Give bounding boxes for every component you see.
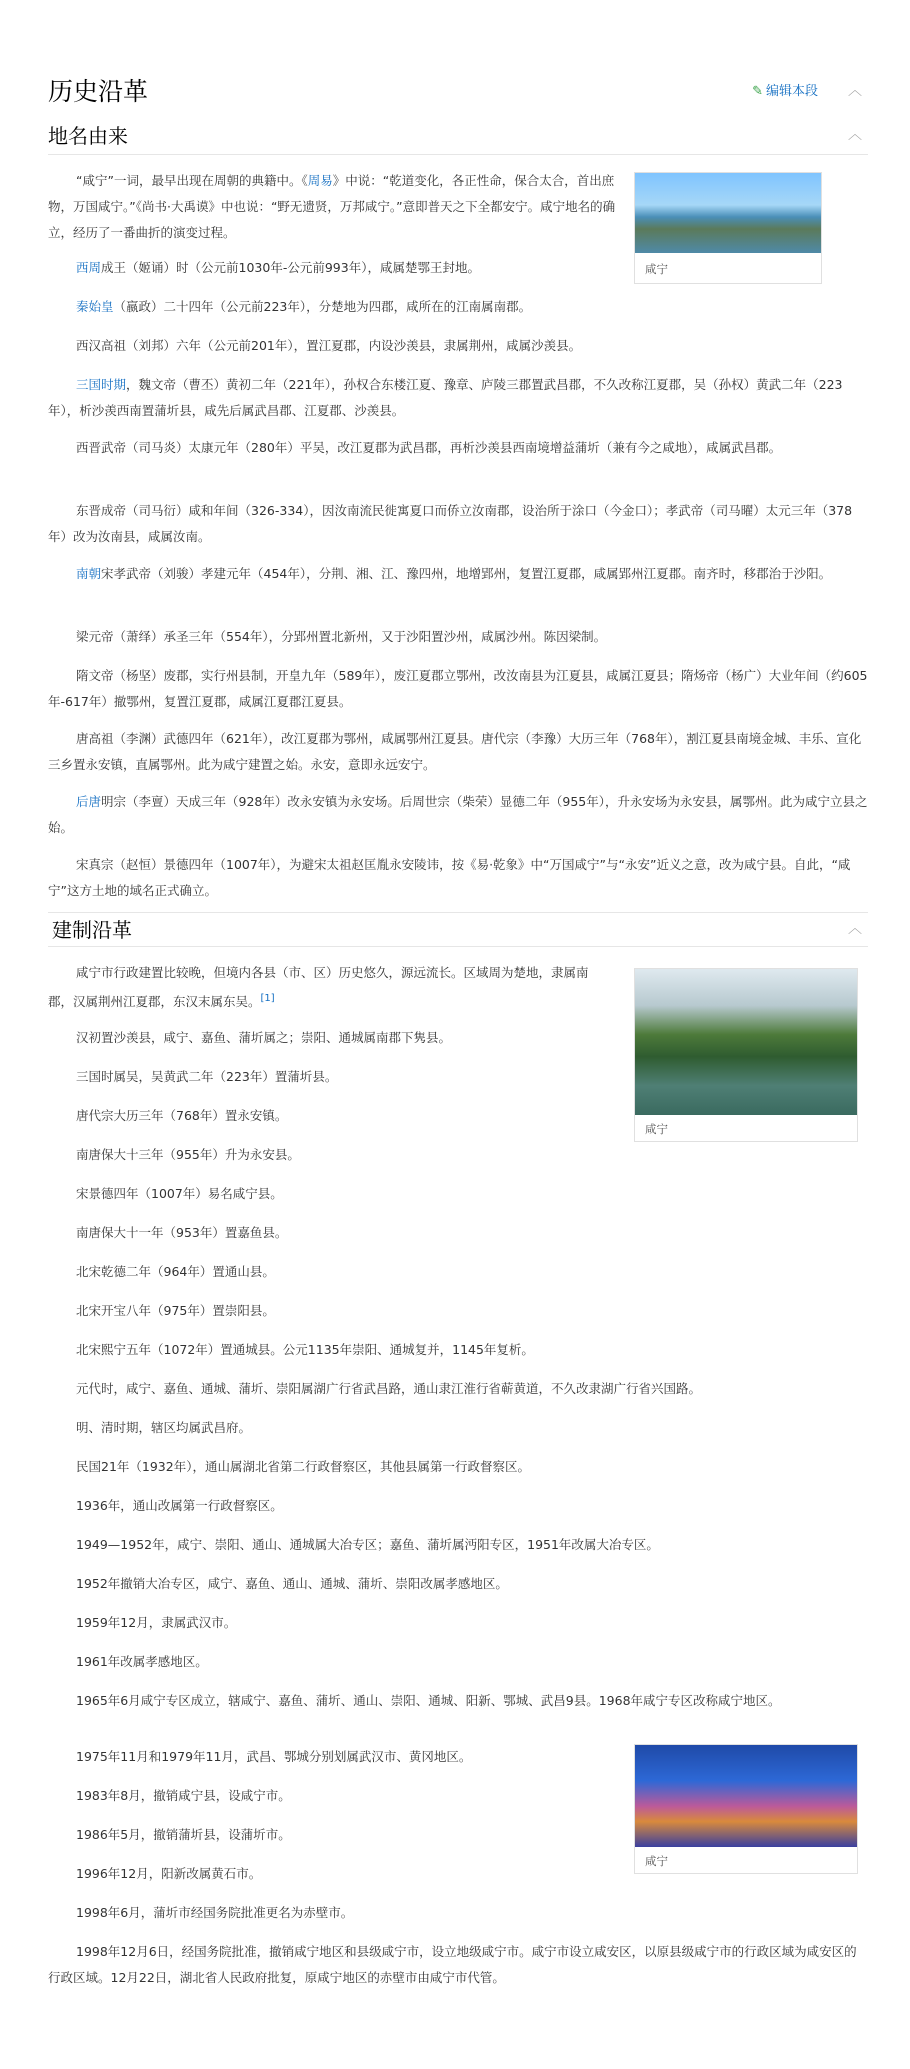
list-item: 民国21年（1932年），通山属湖北省第二行政督察区，其他县属第一行政督察区。 [76, 1459, 530, 1474]
list-item: 明、清时期，辖区均属武昌府。 [76, 1420, 252, 1435]
pencil-icon: ✎ [752, 84, 763, 99]
section-title-history: 历史沿革 [48, 77, 149, 106]
paragraph: 1998年12月6日，经国务院批准，撤销咸宁地区和县级咸宁市，设立地级咸宁市。咸宁市设立咸安区，以原县级咸宁市的行政区域为咸安区的行政区域。12月22日，湖北省人民政府批复，原咸宁地区的赤壁市由咸宁市代管。 [48, 1944, 857, 1985]
list-item: 南唐保大十一年（953年）置嘉鱼县。 [76, 1225, 288, 1240]
link-houtang[interactable]: 后唐 [76, 794, 102, 809]
town-photo [635, 969, 857, 1115]
figure-xianning-town[interactable] [634, 968, 858, 1142]
list-item: 1996年12月，阳新改属黄石市。 [76, 1866, 262, 1881]
list-item: 1959年12月，隶属武汉市。 [76, 1615, 237, 1630]
list-item: 1952年撤销大冶专区，咸宁、嘉鱼、通山、通城、蒲圻、崇阳改属孝感地区。 [76, 1576, 508, 1591]
list-item: 1961年改属孝感地区。 [76, 1654, 208, 1669]
paragraph: 唐高祖（李渊）武德四年（621年），改江夏郡为鄂州，咸属鄂州江夏县。唐代宗（李豫）大历三年（768年），割江夏县南境金城、丰乐、宣化三乡置永安镇，直属鄂州。此为咸宁建置之始。永安，意即永远安宁。 [48, 731, 862, 772]
paragraph: 三国时期，魏文帝（曹丕）黄初二年（221年），孙权合东楼江夏、豫章、庐陵三郡置武昌郡，不久改称江夏郡，吴（孙权）黄武二年（223年），析沙羡西南置蒲圻县，咸先后属武昌郡、江夏郡、沙羡县。 [48, 377, 843, 418]
list-item: 1936年，通山改属第一行政督察区。 [76, 1498, 283, 1513]
link-xizhou[interactable]: 西周 [76, 260, 102, 275]
paragraph: 东晋成帝（司马衍）咸和年间（326-334），因汝南流民徙寓夏口而侨立汝南郡，设治所于涂口（今金口）；孝武帝（司马曜）太元三年（378年）改为汝南县，咸属汝南。 [48, 503, 853, 544]
list-item: 1965年6月咸宁专区成立，辖咸宁、嘉鱼、蒲圻、通山、崇阳、通城、阳新、鄂城、武昌9县。1968年咸宁专区改称咸宁地区。 [76, 1693, 781, 1708]
reference-link[interactable]: [1] [260, 993, 275, 1004]
list-item: 三国时属吴，吴黄武二年（223年）置蒲圻县。 [76, 1069, 338, 1084]
subsection-title-establishment: 建制沿革 [52, 918, 132, 942]
list-item: 宋景德四年（1007年）易名咸宁县。 [76, 1186, 283, 1201]
list-item: 1983年8月，撤销咸宁县，设咸宁市。 [76, 1788, 291, 1803]
paragraph: 西汉高祖（刘邦）六年（公元前201年），置江夏郡，内设沙羡县，隶属荆州，咸属沙羡县。 [76, 338, 582, 353]
collapse-icon[interactable]: ︿ [848, 921, 862, 937]
city-photo [635, 173, 821, 253]
paragraph: “咸宁”一词，最早出现在周朝的典籍中。《周易》中说：“乾道变化，各正性命，保合太合，首出庶物，万国咸宁。”《尚书·大禹谟》中也说：“野无遗贤，万邦咸宁。”意即普天之下全都安宁。咸宁地名的确立，经历了一番曲折的演变过程。 [48, 173, 616, 240]
paragraph: 后唐明宗（李亶）天成三年（928年）改永安镇为永安场。后周世宗（柴荣）显德二年（955年），升永安场为永安县，属鄂州。此为咸宁立县之始。 [48, 794, 868, 835]
paragraph: 西晋武帝（司马炎）太康元年（280年）平吴，改江夏郡为武昌郡，再析沙羡县西南境增益蒲圻（兼有今之咸地），咸属武昌郡。 [76, 440, 782, 455]
list-item: 1949—1952年，咸宁、崇阳、通山、通城属大冶专区；嘉鱼、蒲圻属沔阳专区，1951年改属大冶专区。 [76, 1537, 659, 1552]
section-divider [48, 946, 868, 947]
figure-caption: 咸宁 [645, 1854, 668, 1868]
link-zhouyi[interactable]: 周易 [307, 173, 333, 188]
list-item: 1998年6月，蒲圻市经国务院批准更名为赤壁市。 [76, 1905, 354, 1920]
paragraph: 宋真宗（赵恒）景德四年（1007年），为避宋太祖赵匡胤永安陵讳，按《易·乾象》中“万国咸宁”与“永安”近义之意，改为咸宁县。自此，“咸宁”这方土地的域名正式确立。 [48, 857, 851, 898]
collapse-icon[interactable]: ︿ [848, 83, 862, 99]
list-item: 1986年5月，撤销蒲圻县，设蒲圻市。 [76, 1827, 291, 1842]
collapse-icon[interactable]: ︿ [848, 127, 862, 143]
list-item: 北宋乾德二年（964年）置通山县。 [76, 1264, 275, 1279]
paragraph: 咸宁市行政建置比较晚，但境内各县（市、区）历史悠久，源远流长。区域周为楚地，隶属南郡，汉属荆州江夏郡，东汉末属东吴。[1] [48, 965, 589, 1010]
link-sanguo[interactable]: 三国时期 [76, 377, 127, 392]
paragraph: 西周成王（姬诵）时（公元前1030年-公元前993年），咸属楚鄂王封地。 [76, 260, 480, 275]
list-item: 北宋熙宁五年（1072年）置通城县。公元1135年崇阳、通城复并，1145年复析。 [76, 1342, 534, 1357]
edit-section-label: 编辑本段 [765, 84, 818, 99]
paragraph: 南朝宋孝武帝（刘骏）孝建元年（454年），分荆、湘、江、豫四州，地增郢州，复置江夏郡，咸属郢州江夏郡。南齐时，移郡治于沙阳。 [76, 566, 832, 581]
list-item: 唐代宗大历三年（768年）置永安镇。 [76, 1108, 288, 1123]
list-item: 汉初置沙羡县，咸宁、嘉鱼、蒲圻属之；崇阳、通城属南郡下隽县。 [76, 1030, 452, 1045]
link-nanchao[interactable]: 南朝 [76, 566, 102, 581]
figure-xianning-night[interactable] [634, 1744, 858, 1874]
figure-caption: 咸宁 [645, 1122, 668, 1136]
list-item: 元代时，咸宁、嘉鱼、通城、蒲圻、崇阳属湖广行省武昌路，通山隶江淮行省蕲黄道，不久改隶湖广行省兴国路。 [76, 1381, 702, 1396]
list-item: 南唐保大十三年（955年）升为永安县。 [76, 1147, 300, 1162]
list-item: 北宋开宝八年（975年）置崇阳县。 [76, 1303, 275, 1318]
list-item: 1975年11月和1979年11月，武昌、鄂城分别划属武汉市、黄冈地区。 [76, 1749, 472, 1764]
edit-section-button[interactable] [752, 80, 818, 99]
section-divider [48, 154, 868, 155]
paragraph: 秦始皇（嬴政）二十四年（公元前223年），分楚地为四郡，咸所在的江南属南郡。 [76, 299, 532, 314]
subsection-title-origin: 地名由来 [48, 124, 128, 148]
section-divider [48, 912, 868, 913]
paragraph: 隋文帝（杨坚）废郡，实行州县制，开皇九年（589年），废江夏郡立鄂州，改汝南县为江夏县，咸属江夏县；隋炀帝（杨广）大业年间（约605年-617年）撤鄂州，复置江夏郡，咸属江夏郡江夏县。 [48, 668, 868, 709]
paragraph: 梁元帝（萧绎）承圣三年（554年），分郢州置北新州，又于沙阳置沙州，咸属沙州。陈因梁制。 [76, 629, 607, 644]
link-qinshihuang[interactable]: 秦始皇 [76, 299, 114, 314]
figure-caption: 咸宁 [645, 262, 668, 276]
night-city-photo [635, 1745, 857, 1847]
